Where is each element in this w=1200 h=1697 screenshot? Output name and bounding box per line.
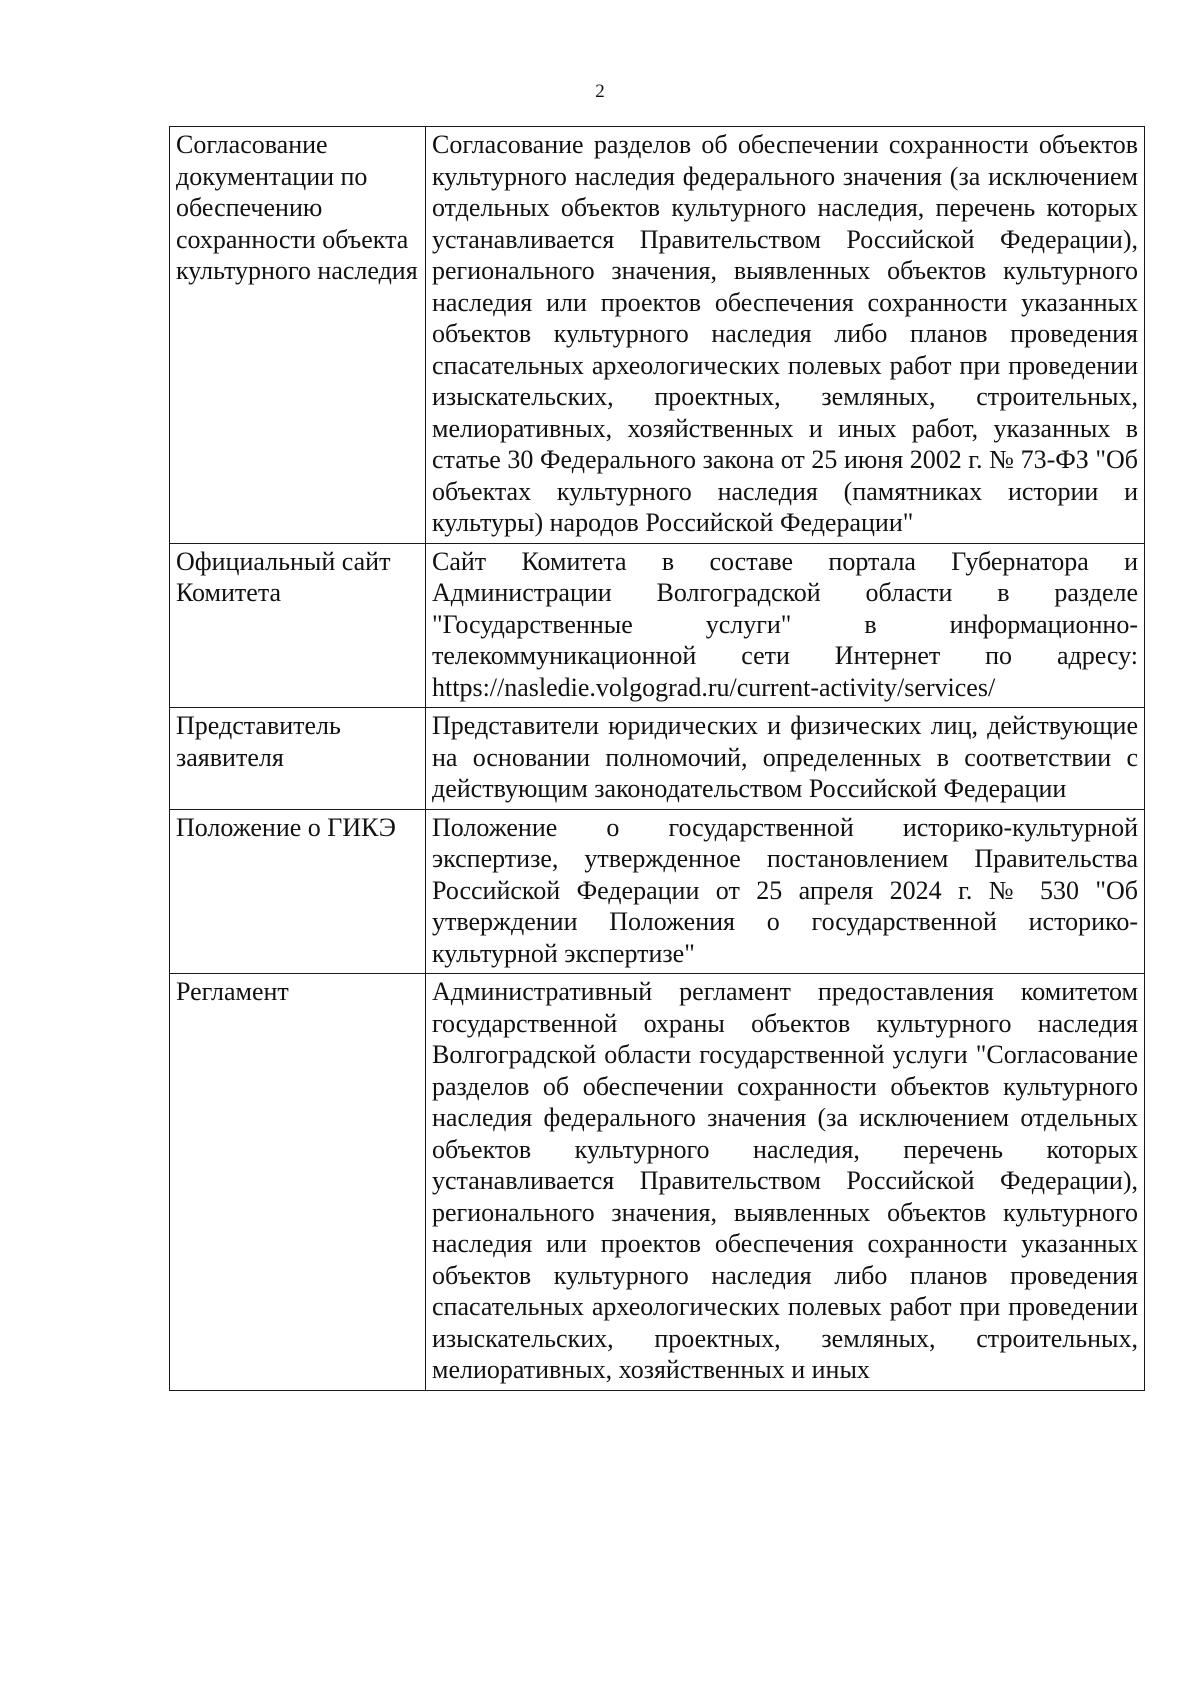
term-cell: Представитель заявителя [170, 708, 426, 810]
table-row [170, 809, 1145, 974]
term-cell: Регламент [170, 974, 426, 1391]
table-row [170, 127, 1145, 544]
table-row [170, 708, 1145, 810]
term-cell: Согласование документации по обеспечению сохранности объекта культурного наследия [170, 127, 426, 544]
definition-cell: Согласование разделов об обеспечении сохранности объектов культурного наследия федерального значения (за исключением отдельных объектов культурного наследия, перечень которых устанавливается Правительством Российской Федерации), регионального значения, выявленных объектов культурного наследия или проектов обеспечения сохранности указанных объектов культурного наследия либо планов проведения спасательных археологических полевых работ при проведении изыскательских, проектных, земляных, строительных, мелиоративных, хозяйственных и иных работ, указанных в статье 30 Федерального закона от 25 июня 2002 г. № 73-ФЗ "Об объектах культурного наследия (памятниках истории и культуры) народов Российской Федерации" [426, 127, 1145, 544]
table-row [170, 543, 1145, 708]
definition-cell: Положение о государственной историко-культурной экспертизе, утвержденное постановлением Правительства Российской Федерации от 25 апреля 2024 г. № 530 "Об утверждении Положения о государственной историко-культурной экспертизе" [426, 809, 1145, 974]
table-row [170, 974, 1145, 1391]
page-number: 2 [595, 81, 605, 102]
term-cell: Официальный сайт Комитета [170, 543, 426, 708]
definitions-table [169, 126, 1145, 1391]
definition-cell: Сайт Комитета в составе портала Губернатора и Администрации Волгоградской области в разделе "Государственные услуги" в информационно-телекоммуникационной сети Интернет по адресу: https://nasledie.volgograd.ru/current-activity/services/ [426, 543, 1145, 708]
definition-cell: Административный регламент предоставления комитетом государственной охраны объектов культурного наследия Волгоградской области государственной услуги "Согласование разделов об обеспечении сохранности объектов культурного наследия федерального значения (за исключением отдельных объектов культурного наследия, перечень которых устанавливается Правительством Российской Федерации), регионального значения, выявленных объектов культурного наследия или проектов обеспечения сохранности указанных объектов культурного наследия либо планов проведения спасательных археологических полевых работ при проведении изыскательских, проектных, земляных, строительных, мелиоративных, хозяйственных и иных [426, 974, 1145, 1391]
term-cell: Положение о ГИКЭ [170, 809, 426, 974]
definition-cell: Представители юридических и физических лиц, действующие на основании полномочий, определенных в соответствии с действующим законодательством Российской Федерации [426, 708, 1145, 810]
